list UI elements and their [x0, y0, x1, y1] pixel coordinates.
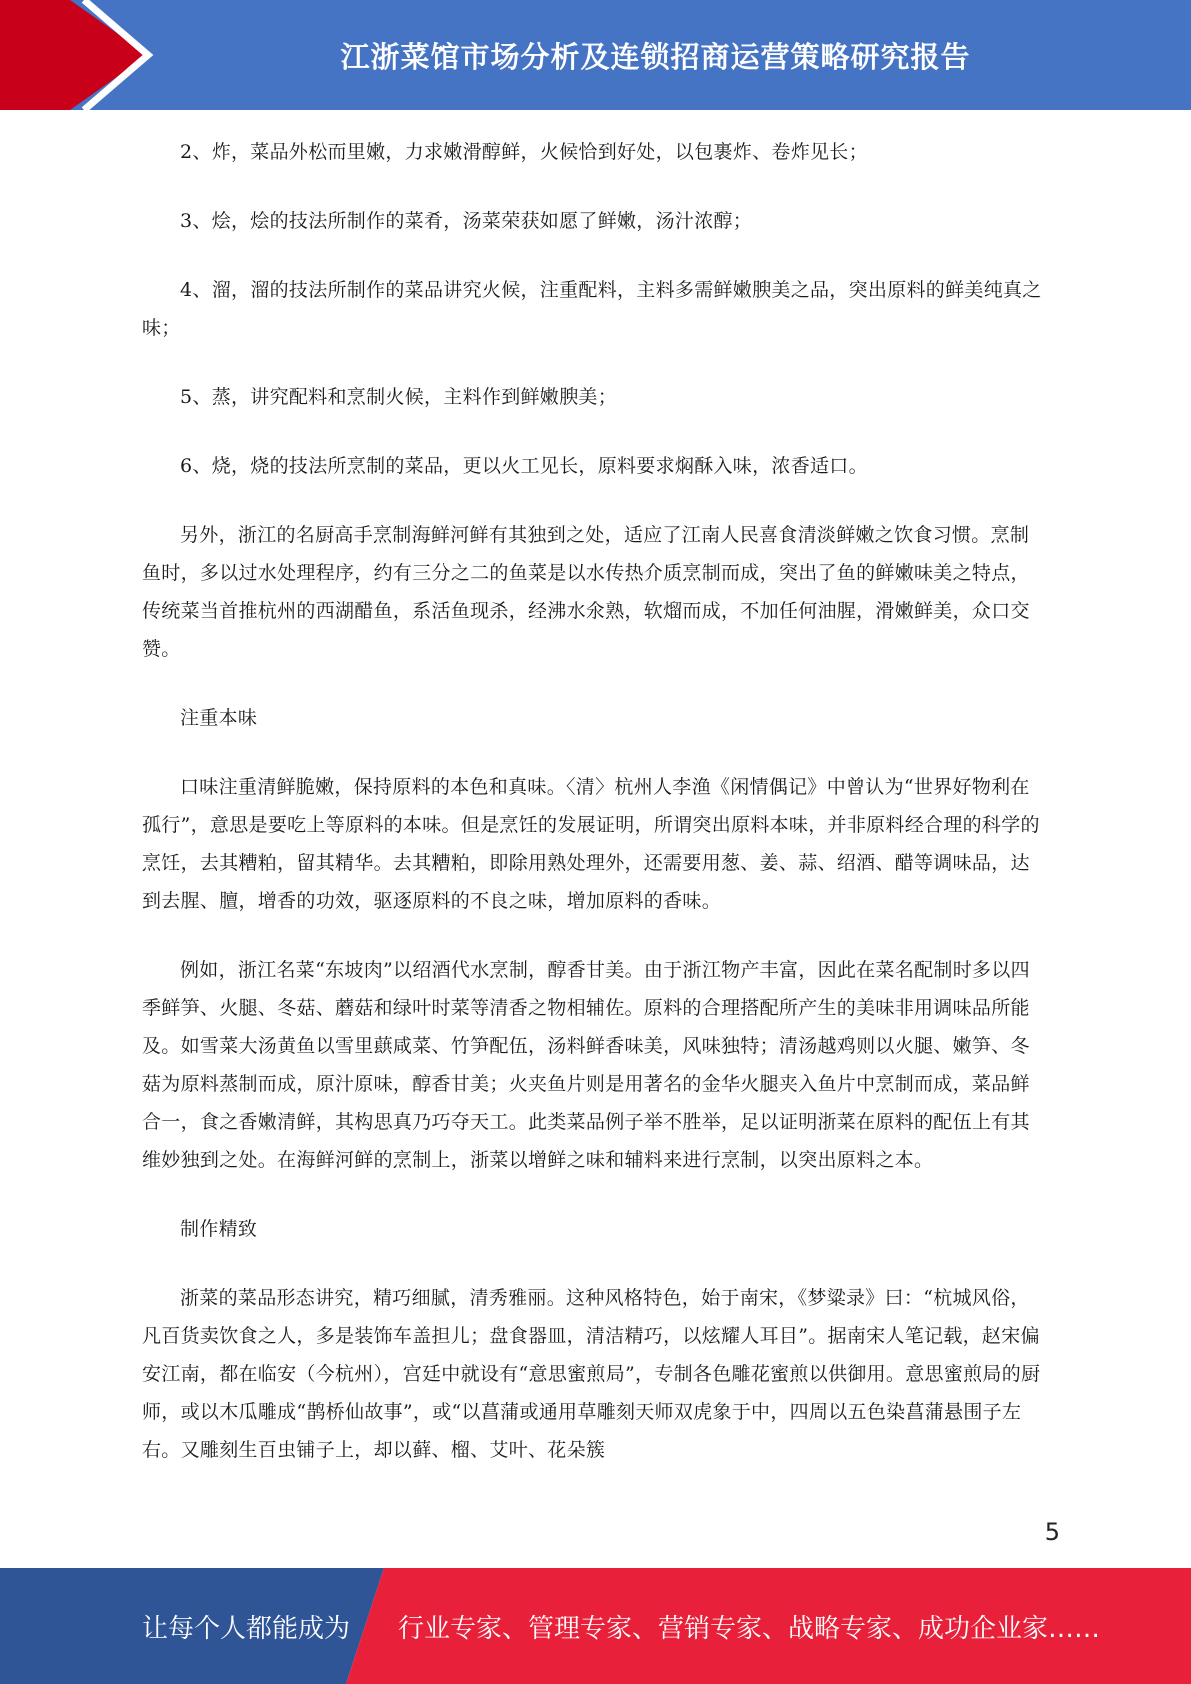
paragraph-fine-craft: 浙菜的菜品形态讲究，精巧细腻，清秀雅丽。这种风格特色，始于南宋，《梦粱录》曰：“杭城风俗，凡百货卖饮食之人，多是装饰车盖担儿；盘食器皿，清洁精巧，以炫耀人耳目”。据南宋人笔记载，赵宋偏安江南，都在临安（今杭州），宫廷中就设有“意思蜜煎局”，专制各色雕花蜜煎以供御用。意思蜜煎局的厨师，或以木瓜雕成“鹊桥仙故事”，或“以菖蒲或通用草雕刻天师双虎象于中，四周以五色染菖蒲悬围子左右。又雕刻生百虫铺子上，却以藓、榴、艾叶、花朵簇 — [142, 1287, 1041, 1461]
paragraph-slide: 4、溜，溜的技法所制作的菜品讲究火候，注重配料，主料多需鲜嫩腴美之品，突出原料的鲜美纯真之味； — [142, 279, 1042, 339]
page-footer — [0, 1568, 1191, 1684]
section-heading-fine-craft: 制作精致 — [180, 1218, 258, 1240]
paragraph-braise: 3、烩，烩的技法所制作的菜肴，汤菜荣获如愿了鲜嫩，汤汁浓醇； — [180, 210, 753, 232]
paragraph-stew: 6、烧，烧的技法所烹制的菜品，更以火工见长，原料要求焖酥入味，浓香适口。 — [180, 455, 868, 477]
paragraph-dongpo-example: 例如，浙江名菜“东坡肉”以绍酒代水烹制，醇香甘美。由于浙江物产丰富，因此在菜名配制时多以四季鲜笋、火腿、冬菇、蘑菇和绿叶时菜等清香之物相辅佐。原料的合理搭配所产生的美味非用调味品所能及。如雪菜大汤黄鱼以雪里蕻咸菜、竹笋配伍，汤料鲜香味美，风味独特；清汤越鸡则以火腿、嫩笋、冬菇为原料蒸制而成，原汁原味，醇香甘美；火夹鱼片则是用著名的金华火腿夹入鱼片中烹制而成，菜品鲜合一，食之香嫩清鲜，其构思真乃巧夺天工。此类菜品例子举不胜举，足以证明浙菜在原料的配伍上有其维妙独到之处。在海鲜河鲜的烹制上，浙菜以增鲜之味和辅料来进行烹制，以突出原料之本。 — [142, 959, 1030, 1171]
page-number: 5 — [1044, 1518, 1060, 1546]
section-heading-natural-taste: 注重本味 — [180, 707, 258, 729]
footer-slogan-right: 行业专家、管理专家、营销专家、战略专家、成功企业家…… — [398, 1613, 1101, 1644]
footer-slogan-left: 让每个人都能成为 — [142, 1613, 351, 1644]
page-header — [0, 0, 1191, 110]
document-body — [142, 133, 1047, 1500]
paragraph-seafood: 另外，浙江的名厨高手烹制海鲜河鲜有其独到之处，适应了江南人民喜食清淡鲜嫩之饮食习惯。烹制鱼时，多以过水处理程序，约有三分之二的鱼菜是以水传热介质烹制而成，突出了鱼的鲜嫩味美之特点，传统菜当首推杭州的西湖醋鱼，系活鱼现杀，经沸水氽熟，软熘而成，不加任何油腥，滑嫩鲜美，众口交赞。 — [142, 524, 1030, 660]
paragraph-fry: 2、炸，菜品外松而里嫩，力求嫩滑醇鲜，火候恰到好处，以包裹炸、卷炸见长； — [180, 141, 868, 163]
paragraph-natural-taste: 口味注重清鲜脆嫩，保持原料的本色和真味。〈清〉杭州人李渔《闲情偶记》中曾认为“世界好物利在孤行”，意思是要吃上等原料的本味。但是烹饪的发展证明，所谓突出原料本味，并非原料经合理的科学的烹饪，去其糟粕，留其精华。去其糟粕，即除用熟处理外，还需要用葱、姜、蒜、绍酒、醋等调味品，达到去腥、膻，增香的功效，驱逐原料的不良之味，增加原料的香味。 — [142, 776, 1040, 912]
report-title: 江浙菜馆市场分析及连锁招商运营策略研究报告 — [340, 39, 971, 74]
paragraph-steam: 5、蒸，讲究配料和烹制火候，主料作到鲜嫩腴美； — [180, 386, 617, 408]
